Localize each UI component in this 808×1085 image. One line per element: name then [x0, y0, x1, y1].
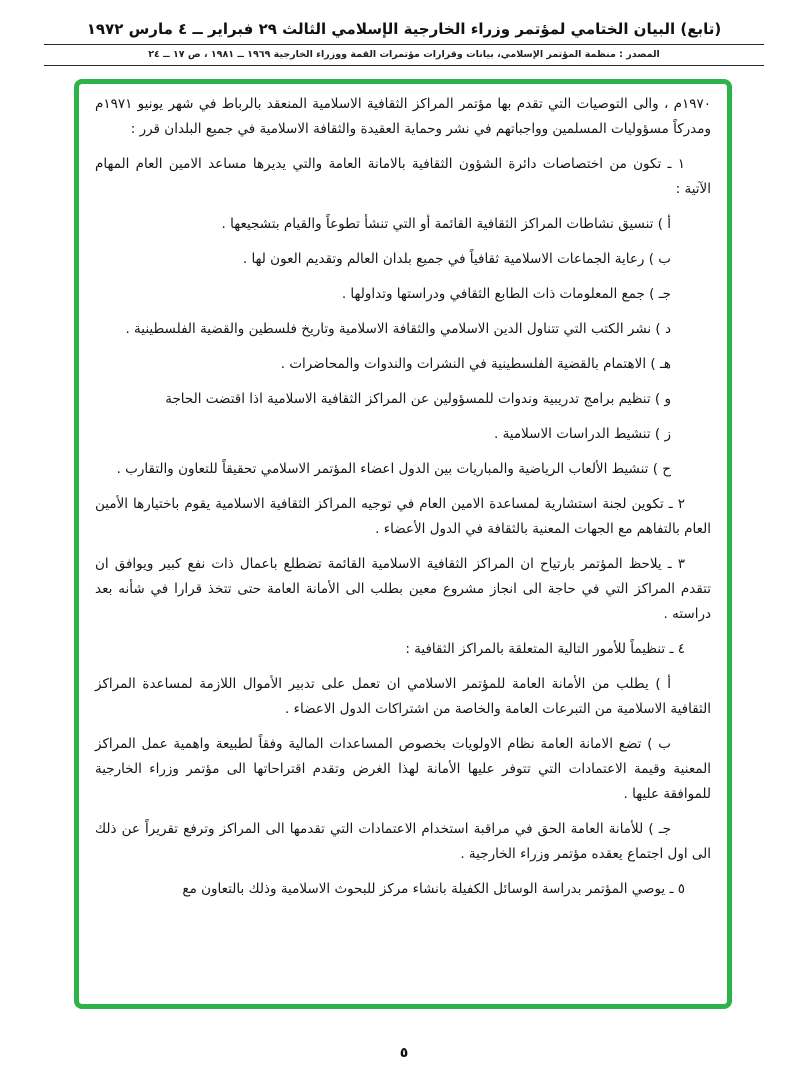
source-line: المصدر : منظمة المؤتمر الإسلامي، بيانات وقرارات مؤتمرات القمة ووزراء الخارجية ١٩٦٩ ــ ١٩٨١ ، ص ١٧ ــ ٢٤ [148, 49, 660, 60]
header-rule-bottom [44, 65, 764, 66]
paragraph: ٣ ـ يلاحظ المؤتمر بارتياح ان المراكز الثقافية الاسلامية القائمة تضطلع باعمال ذات نفع كبير ويوافق ان تتقدم المراكز التي في حاجة الى انجاز مشروع معين بطلب الى الأمانة العامة حتى تتخذ قرارا في شأنه بعد دراسته . [95, 556, 711, 622]
document-header [0, 0, 808, 66]
paragraph: جـ ) للأمانة العامة الحق في مراقبة استخدام الاعتمادات التي تقدمها الى المراكز وترفع تقريراً عن ذلك الى اول اجتماع يعقده مؤتمر وزراء الخارجية . [95, 821, 711, 862]
paragraph: و ) تنظيم برامج تدريبية وندوات للمسؤولين عن المراكز الثقافية الاسلامية اذا اقتضت الحاجة [165, 391, 671, 407]
paragraph: جـ ) جمع المعلومات ذات الطابع الثقافي ودراستها وتداولها . [341, 286, 671, 302]
page-title: (تابع) البيان الختامي لمؤتمر وزراء الخارجية الإسلامي الثالث ٢٩ فبراير ــ ٤ مارس ١٩٧٢ [86, 20, 722, 38]
paragraph: ٥ ـ يوصي المؤتمر بدراسة الوسائل الكفيلة بانشاء مركز للبحوث الاسلامية وذلك بالتعاون مع [182, 881, 685, 897]
paragraph: ١ ـ تكون من اختصاصات دائرة الشؤون الثقافية بالامانة العامة والتي يديرها مساعد الامين العام المهام الآتية : [95, 156, 711, 197]
paragraph: ح ) تنشيط الألعاب الرياضية والمباريات بين الدول اعضاء المؤتمر الاسلامي تحقيقاً للتعاون والتقارب . [116, 461, 671, 477]
paragraph: د ) نشر الكتب التي تتناول الدين الاسلامي والثقافة الاسلامية وتاريخ فلسطين والقضية الفلسطينية . [125, 321, 671, 337]
paragraph: أ ) يطلب من الأمانة العامة للمؤتمر الاسلامي ان تعمل على تدبير الأموال اللازمة لمساعدة المراكز الثقافية الاسلامية من التبرعات العامة والخاصة من اشتراكات الدول الاعضاء . [95, 676, 711, 717]
highlight-box [74, 79, 732, 1009]
paragraph: ١٩٧٠م ، والى التوصيات التي تقدم بها مؤتمر المراكز الثقافية الاسلامية المنعقد بالرباط في شهر يونيو ١٩٧١م ومدركاً مسؤوليات المسلمين وواجباتهم في نشر وحماية العقيدة والثقافة الاسلامية في جميع البلدان قرر : [95, 96, 711, 137]
page-number: ٥ [399, 1045, 409, 1061]
paragraph: ب ) رعاية الجماعات الاسلامية ثقافياً في جميع بلدان العالم وتقديم العون لها . [242, 251, 671, 267]
document-body [95, 92, 711, 902]
paragraph: هـ ) الاهتمام بالقضية الفلسطينية في النشرات والندوات والمحاضرات . [280, 356, 671, 372]
paragraph: ٤ ـ تنظيماً للأمور التالية المتعلقة بالمراكز الثقافية : [405, 641, 685, 657]
paragraph: ٢ ـ تكوين لجنة استشارية لمساعدة الامين العام في توجيه المراكز الثقافية الاسلامية يقوم باختيارها الأمين العام بالتفاهم مع الجهات المعنية بالثقافة في الدول الأعضاء . [95, 496, 711, 537]
paragraph: أ ) تنسيق نشاطات المراكز الثقافية القائمة أو التي تنشأ تطوعاً والقيام بتشجيعها . [221, 216, 671, 232]
header-rule-top [44, 44, 764, 45]
paragraph: ز ) تنشيط الدراسات الاسلامية . [493, 426, 671, 442]
paragraph: ب ) تضع الامانة العامة نظام الاولويات بخصوص المساعدات المالية وفقاً لطبيعة واهمية عمل المراكز المعنية وقيمة الاعتمادات التي تتوفر عليها الأمانة لهذا الغرض وتقدم اقتراحاتها الى مؤتمر وزراء الخارجية للموافقة عليها . [95, 736, 711, 802]
